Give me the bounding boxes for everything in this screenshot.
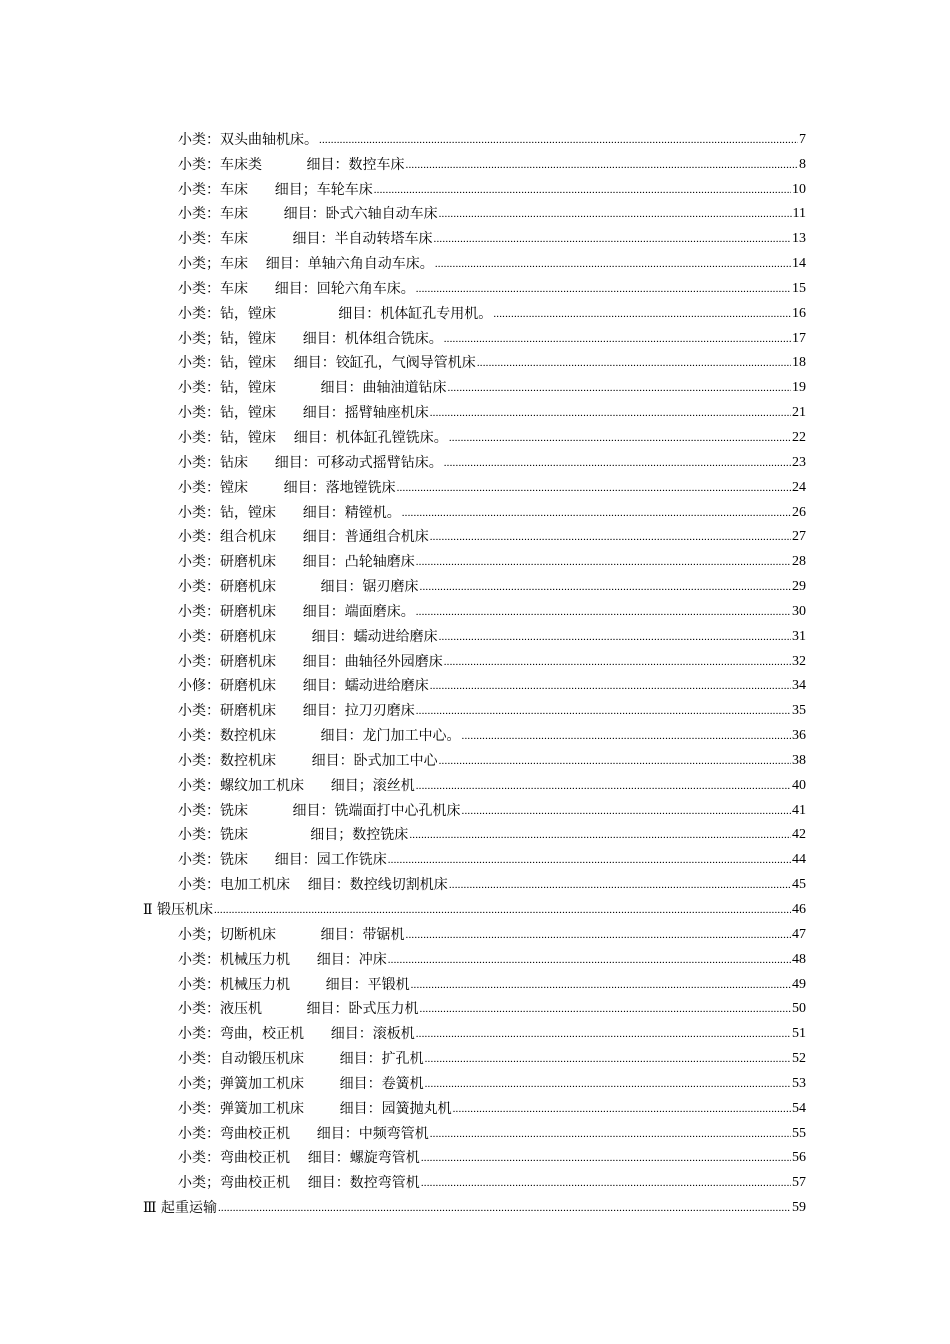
toc-page-number: 11 <box>792 206 806 222</box>
toc-entry[interactable] <box>178 796 806 821</box>
toc-entry-title: 小类：研磨机床 细目：锯刃磨床 <box>178 579 419 596</box>
toc-entry[interactable] <box>178 125 806 150</box>
toc-entry-title: 小类；弯曲校正机 细目：数控弯管机 <box>178 1175 420 1192</box>
toc-entry-title: 小类：研磨机床 细目：拉刀刃磨床 <box>178 703 415 720</box>
toc-entry-title: 小类：研磨机床 细目：蠕动进给磨床 <box>178 628 438 645</box>
toc-entry[interactable] <box>178 249 806 274</box>
toc-entry-title: 小类：钻床 细目：可移动式摇臂钻床。 <box>178 454 443 471</box>
toc-entry-title: 小类：钻，镗床 细目：机体缸孔镗铣床。 <box>178 429 448 446</box>
toc-entry-title: 小类：镗床 细目：落地镗铣床 <box>178 479 396 496</box>
toc-entry[interactable] <box>178 423 806 448</box>
toc-page-number: 55 <box>792 1125 806 1141</box>
toc-entry-title: 小类：车床 细目：半自动转塔车床 <box>178 231 433 248</box>
toc-entry[interactable] <box>178 647 806 672</box>
toc-entry-title: 小修：研磨机床 细目：蠕动进给磨床 <box>178 678 429 695</box>
toc-entry-title: 小类：数控机床 细目：龙门加工中心。 <box>178 728 461 745</box>
toc-page-number: 45 <box>792 877 806 893</box>
toc-entry-title: 小类：螺纹加工机床 细目；滚丝机 <box>178 777 415 794</box>
toc-entry[interactable] <box>178 1119 806 1144</box>
toc-entry-title: 小类：钻，镗床 细目：铰缸孔，气阀导管机床 <box>178 355 476 372</box>
toc-entry-title: 小类：车床类 细目：数控车床 <box>178 156 405 173</box>
toc-page-number: 59 <box>792 1200 806 1216</box>
toc-entry[interactable] <box>178 1069 806 1094</box>
toc-entry[interactable] <box>178 672 806 697</box>
toc-entry[interactable] <box>178 696 806 721</box>
toc-entry[interactable] <box>178 200 806 225</box>
toc-entry-title: 小类：钻，镗床 细目：精镗机。 <box>178 504 401 521</box>
toc-dot-leader <box>430 679 791 693</box>
toc-entry-title: 小类：车床 细目：回轮六角车床。 <box>178 280 415 297</box>
toc-page-number: 40 <box>792 777 806 793</box>
toc-entry-title: 小类：车床 细目；车轮车床 <box>178 181 373 198</box>
toc-entry-title: 小类：铣床 细目：铣端面打中心孔机床 <box>178 802 461 819</box>
toc-entry[interactable] <box>178 523 806 548</box>
toc-entry-title: 小类：研磨机床 细目：端面磨床。 <box>178 603 415 620</box>
toc-entry-title: 小类：车床 细目：卧式六轴自动车床 <box>178 206 438 223</box>
toc-entry[interactable] <box>178 448 806 473</box>
toc-entry[interactable] <box>178 945 806 970</box>
toc-page-number: 8 <box>799 156 806 172</box>
toc-page-number: 47 <box>792 926 806 942</box>
toc-page-number: 50 <box>792 1001 806 1017</box>
toc-dot-leader <box>409 828 791 842</box>
toc-dot-leader <box>449 878 791 892</box>
toc-entry-title: 小类；切断机床 细目：带锯机 <box>178 926 405 943</box>
toc-entry[interactable] <box>178 622 806 647</box>
toc-entry[interactable] <box>178 597 806 622</box>
toc-entry[interactable] <box>178 398 806 423</box>
toc-entry[interactable] <box>178 175 806 200</box>
toc-entry-title: 小类：铣床 细目；数控铣床 <box>178 827 409 844</box>
toc-page-number: 53 <box>792 1075 806 1091</box>
toc-entry[interactable] <box>178 970 806 995</box>
toc-entry-title: 小类：机械压力机 细目：平锻机 <box>178 976 410 993</box>
toc-entry-title: 小类：钻，镗床 细目：机体缸孔专用机。 <box>178 305 493 322</box>
toc-entry[interactable] <box>178 995 806 1020</box>
toc-dot-leader <box>411 978 791 992</box>
toc-entry-title: 小类：弯曲校正机 细目：螺旋弯管机 <box>178 1150 420 1167</box>
toc-page-number: 46 <box>792 902 806 917</box>
toc-entry[interactable] <box>178 1044 806 1069</box>
toc-dot-leader <box>214 903 791 917</box>
toc-dot-leader <box>388 853 791 867</box>
toc-dot-leader <box>218 1201 791 1215</box>
toc-entry-title: 小类：弯曲校正机 细目：中频弯管机 <box>178 1125 429 1142</box>
toc-entry-title: 小类：弯曲，校正机 细目：滚板机 <box>178 1026 415 1043</box>
toc-entry-title: 小类：研磨机床 细目：曲轴径外园磨床 <box>178 653 443 670</box>
toc-dot-leader <box>421 1151 791 1165</box>
toc-entry[interactable] <box>178 821 806 846</box>
toc-entry[interactable] <box>178 150 806 175</box>
toc-dot-leader <box>402 506 791 520</box>
toc-entry[interactable] <box>178 473 806 498</box>
toc-page-number: 36 <box>792 728 806 744</box>
toc-entry-title: 小类；车床 细目：单轴六角自动车床。 <box>178 256 434 273</box>
toc-entry-title: 小类：研磨机床 细目：凸轮轴磨床 <box>178 554 415 571</box>
toc-page-number: 15 <box>792 280 806 296</box>
toc-entry-title: 小类：铣床 细目：园工作铣床 <box>178 852 387 869</box>
toc-entry-title: 小类：自动锻压机床 细目：扩孔机 <box>178 1051 424 1068</box>
toc-dot-leader <box>477 356 791 370</box>
toc-page-number: 56 <box>792 1150 806 1166</box>
toc-page-number: 16 <box>792 305 806 321</box>
toc-entry[interactable] <box>178 920 806 945</box>
toc-section-entry[interactable] <box>143 895 806 920</box>
toc-entry[interactable] <box>178 721 806 746</box>
toc-page-number: 41 <box>792 802 806 818</box>
toc-page-number: 21 <box>792 405 806 421</box>
toc-entry[interactable] <box>178 1019 806 1044</box>
toc-page-number: 10 <box>792 181 806 197</box>
toc-page-number: 51 <box>792 1026 806 1042</box>
toc-dot-leader <box>406 928 791 942</box>
toc-dot-leader <box>425 1077 791 1091</box>
toc-entry-title: Ⅲ 起重运输 <box>143 1200 217 1217</box>
toc-page-number: 49 <box>792 976 806 992</box>
toc-page-number: 31 <box>792 628 806 644</box>
toc-dot-leader <box>425 1052 791 1066</box>
toc-page-number: 14 <box>792 256 806 272</box>
toc-section-entry[interactable] <box>143 1193 806 1218</box>
toc-entry-title: 小类；钻，镗床 细目：机体组合铣床。 <box>178 330 443 347</box>
toc-page-number: 35 <box>792 703 806 719</box>
toc-entry[interactable] <box>178 1168 806 1193</box>
toc-entry[interactable] <box>178 547 806 572</box>
toc-dot-leader <box>416 704 791 718</box>
toc-page-number: 48 <box>792 951 806 967</box>
toc-dot-leader <box>416 555 791 569</box>
toc-page-number: 29 <box>792 579 806 595</box>
toc-entry[interactable] <box>178 870 806 895</box>
toc-dot-leader <box>439 630 791 644</box>
toc-page-number: 23 <box>792 454 806 470</box>
toc-page-number: 27 <box>792 529 806 545</box>
toc-entry-title: 小类：钻，镗床 细目：摇臂轴座机床 <box>178 405 429 422</box>
toc-entry-title: 小类：电加工机床 细目：数控线切割机床 <box>178 877 448 894</box>
toc-entry-title: 小类：钻，镗床 细目：曲轴油道钻床 <box>178 380 447 397</box>
table-of-contents <box>0 125 950 1218</box>
toc-entry[interactable] <box>178 771 806 796</box>
toc-page-number: 17 <box>792 330 806 346</box>
toc-dot-leader <box>444 332 791 346</box>
toc-dot-leader <box>453 1102 791 1116</box>
toc-dot-leader <box>406 158 798 172</box>
toc-entry[interactable] <box>178 274 806 299</box>
toc-dot-leader <box>439 754 791 768</box>
toc-dot-leader <box>434 232 791 246</box>
toc-dot-leader <box>439 207 792 221</box>
toc-dot-leader <box>416 282 791 296</box>
toc-page-number: 30 <box>792 603 806 619</box>
toc-dot-leader <box>449 431 791 445</box>
toc-entry-title: 小类：液压机 细目：卧式压力机 <box>178 1001 419 1018</box>
toc-dot-leader <box>388 953 791 967</box>
toc-page-number: 13 <box>792 231 806 247</box>
toc-page-number: 18 <box>792 355 806 371</box>
toc-page-number: 57 <box>792 1175 806 1191</box>
toc-dot-leader <box>374 183 791 197</box>
toc-dot-leader <box>319 133 798 147</box>
toc-dot-leader <box>444 655 791 669</box>
toc-dot-leader <box>493 307 791 321</box>
toc-page-number: 42 <box>792 827 806 843</box>
toc-entry[interactable] <box>178 746 806 771</box>
toc-entry[interactable] <box>178 324 806 349</box>
toc-dot-leader <box>435 257 791 271</box>
toc-entry[interactable] <box>178 572 806 597</box>
toc-page-number: 32 <box>792 653 806 669</box>
toc-page-number: 54 <box>792 1100 806 1116</box>
toc-dot-leader <box>421 1176 791 1190</box>
toc-page-number: 34 <box>792 678 806 694</box>
toc-dot-leader <box>430 1127 791 1141</box>
toc-page-number: 28 <box>792 554 806 570</box>
toc-dot-leader <box>420 580 791 594</box>
toc-page-number: 26 <box>792 504 806 520</box>
toc-dot-leader <box>416 605 791 619</box>
toc-dot-leader <box>448 381 791 395</box>
toc-entry[interactable] <box>178 1144 806 1169</box>
toc-entry-title: 小类：机械压力机 细目：冲床 <box>178 951 387 968</box>
toc-page-number: 44 <box>792 852 806 868</box>
toc-dot-leader <box>430 530 791 544</box>
toc-dot-leader <box>430 406 791 420</box>
toc-entry-title: 小类：组合机床 细目：普通组合机床 <box>178 529 429 546</box>
toc-page-number: 22 <box>792 429 806 445</box>
toc-page-number: 19 <box>792 380 806 396</box>
toc-entry[interactable] <box>178 1094 806 1119</box>
toc-dot-leader <box>444 456 791 470</box>
toc-entry-title: Ⅱ 锻压机床 <box>143 902 213 918</box>
toc-entry[interactable] <box>178 299 806 324</box>
toc-dot-leader <box>462 729 791 743</box>
toc-entry[interactable] <box>178 349 806 374</box>
toc-dot-leader <box>420 1002 791 1016</box>
toc-page-number: 52 <box>792 1051 806 1067</box>
toc-entry-title: 小类；弹簧加工机床 细目：卷簧机 <box>178 1075 424 1092</box>
toc-entry[interactable] <box>178 498 806 523</box>
toc-dot-leader <box>416 779 791 793</box>
toc-entry-title: 小类：数控机床 细目：卧式加工中心 <box>178 752 438 769</box>
toc-page-number: 24 <box>792 479 806 495</box>
toc-page-number: 7 <box>799 131 806 147</box>
toc-dot-leader <box>416 1027 791 1041</box>
toc-entry[interactable] <box>178 373 806 398</box>
toc-dot-leader <box>462 804 791 818</box>
toc-dot-leader <box>397 481 791 495</box>
toc-entry[interactable] <box>178 224 806 249</box>
toc-entry-title: 小类：弹簧加工机床 细目：园簧抛丸机 <box>178 1100 452 1117</box>
toc-entry[interactable] <box>178 845 806 870</box>
toc-entry-title: 小类：双头曲轴机床。 <box>178 131 318 148</box>
toc-page-number: 38 <box>792 752 806 768</box>
